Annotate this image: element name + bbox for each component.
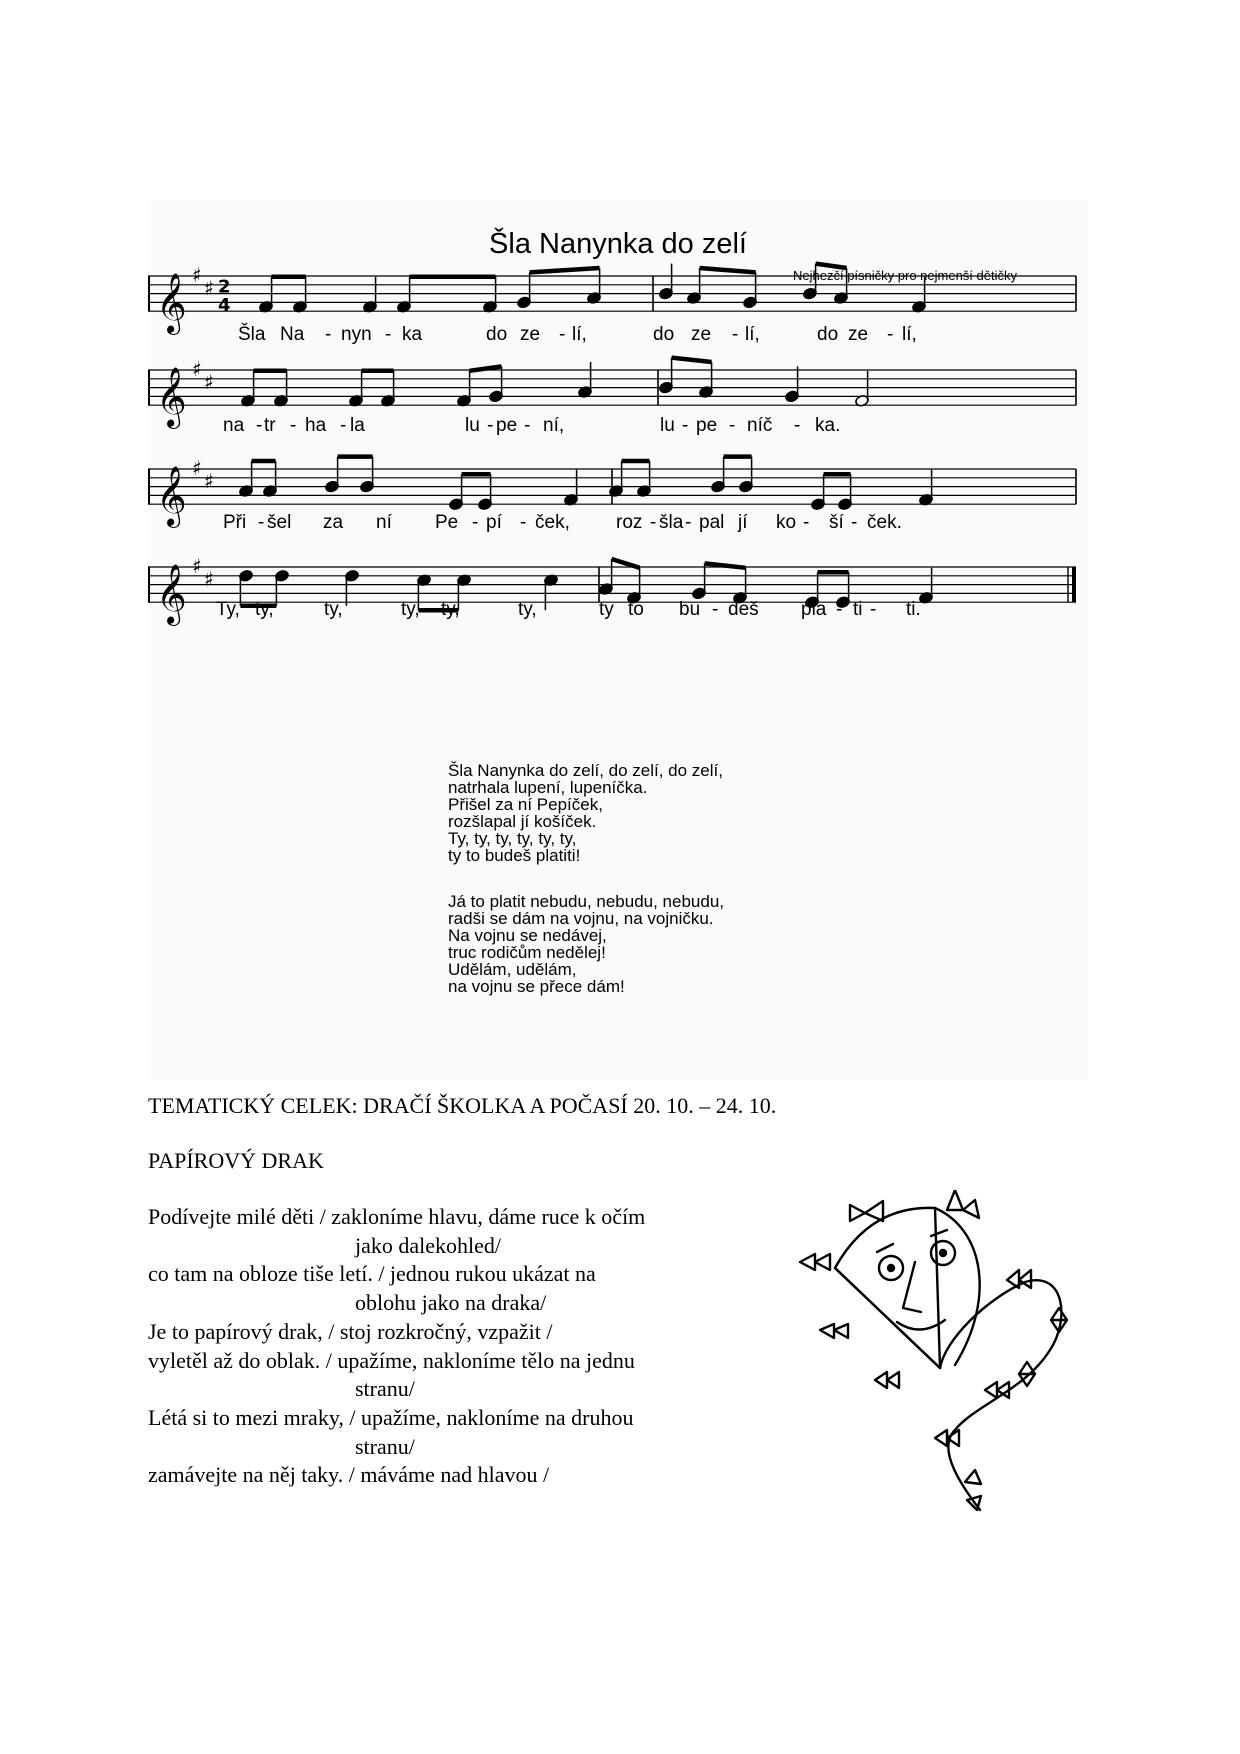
lyric-syllable: -: [340, 415, 347, 436]
lyric-syllable: -: [682, 415, 689, 436]
song-title: Šla Nanynka do zelí: [489, 228, 747, 260]
poem-line: co tam na obloze tiše letí. / jednou rukou ukázat na: [148, 1261, 596, 1287]
verse-line: na vojnu se přece dám!: [448, 977, 625, 996]
lyric-syllable: to: [628, 599, 644, 620]
lyric-syllable: pe: [696, 415, 718, 436]
lyric-syllable: ti: [853, 599, 863, 620]
lyric-syllable: šla: [659, 512, 684, 533]
lyric-line: [148, 324, 1088, 348]
lyric-syllable: -: [685, 512, 692, 533]
lyric-syllable: -: [258, 512, 265, 533]
lyric-syllable: -: [472, 512, 479, 533]
lyric-syllable: za: [323, 512, 344, 533]
lyric-syllable: Ty,: [216, 599, 240, 620]
note-beam: [672, 358, 712, 362]
kite-illustration: [795, 1190, 1095, 1520]
sharp-sign: ♯: [192, 456, 202, 480]
lyric-syllable: nyn: [341, 324, 372, 345]
lyric-line: [148, 415, 1088, 439]
treble-clef: 𝄞: [156, 466, 187, 527]
lyric-syllable: -: [732, 324, 739, 345]
poem-title: PAPÍROVÝ DRAK: [148, 1148, 324, 1173]
lyric-syllable: jí: [738, 512, 748, 533]
lyric-syllable: -: [524, 415, 531, 436]
lyric-syllable: bu: [679, 599, 701, 620]
lyric-syllable: ha: [305, 415, 327, 436]
sharp-sign: ♯: [204, 567, 214, 592]
lyric-syllable: -: [290, 415, 297, 436]
theme-heading: TEMATICKÝ CELEK: DRAČÍ ŠKOLKA A POČASÍ 20. 10. – 24. 10.: [148, 1093, 777, 1118]
song-verse-2: [448, 893, 724, 995]
lyric-syllable: deš: [728, 599, 759, 620]
lyric-syllable: Pe: [435, 512, 459, 533]
lyric-syllable: -: [803, 512, 810, 533]
lyric-syllable: lí,: [572, 324, 587, 345]
lyric-syllable: pe: [496, 415, 518, 436]
verse-line: Já to platit nebudu, nebudu, nebudu,: [448, 892, 725, 911]
lyric-syllable: do: [817, 324, 839, 345]
lyric-syllable: do: [653, 324, 675, 345]
poem-line: Podívejte milé děti / zakloníme hlavu, dáme ruce k očím: [148, 1204, 646, 1229]
lyric-syllable: tr: [264, 415, 276, 436]
lyric-syllable: -: [256, 415, 263, 436]
lyric-syllable: Při: [223, 512, 247, 533]
treble-clef: 𝄞: [156, 367, 187, 428]
lyric-syllable: ka.: [815, 415, 841, 436]
lyric-syllable: Šla: [238, 324, 266, 345]
poem-text: [148, 1203, 645, 1490]
poem-line: vyletěl až do oblak. / upažíme, nakloníme tělo na jednu: [148, 1347, 635, 1373]
sharp-sign: ♯: [204, 370, 214, 395]
lyric-syllable: -: [729, 415, 736, 436]
lyric-syllable: ze: [520, 324, 541, 345]
lyric-syllable: ty,: [401, 599, 420, 620]
lyric-syllable: -: [487, 415, 494, 436]
verse-line: Přišel za ní Pepíček,: [448, 795, 603, 814]
treble-clef: 𝄞: [156, 564, 187, 625]
lyric-syllable: ní,: [543, 415, 565, 436]
sharp-sign: ♯: [204, 469, 214, 494]
poem-line: zamávejte na něj taky. / máváme nad hlavou /: [148, 1462, 550, 1488]
lyric-syllable: pla: [801, 599, 827, 620]
verse-line: ty to budeš platiti!: [448, 846, 581, 865]
note-beam: [700, 268, 756, 272]
sharp-sign: ♯: [204, 276, 214, 301]
poem-line: Létá si to mezi mraky, / upažíme, nakloníme na druhou: [148, 1404, 634, 1430]
treble-clef: 𝄞: [156, 273, 187, 334]
lyric-syllable: lí,: [745, 324, 760, 345]
lyric-syllable: la: [350, 415, 365, 436]
lyric-syllable: ty: [599, 599, 614, 620]
song-subtitle: Nejhezčí písničky pro nejmenší dětičky: [793, 268, 1017, 283]
verse-line: Ty, ty, ty, ty, ty, ty,: [448, 829, 577, 848]
lyric-syllable: lí,: [902, 324, 917, 345]
lyric-syllable: pal: [699, 512, 725, 533]
verse-line: Udělám, udělám,: [448, 960, 577, 979]
sharp-sign: ♯: [192, 554, 202, 578]
lyric-syllable: -: [870, 599, 877, 620]
lyric-syllable: -: [325, 324, 332, 345]
lyric-syllable: roz: [616, 512, 643, 533]
lyric-syllable: -: [712, 599, 719, 620]
lyric-syllable: ní: [376, 512, 392, 533]
lyric-syllable: pí: [486, 512, 502, 533]
lyric-syllable: níč: [747, 415, 773, 436]
poem-line: oblohu jako na draka/: [355, 1290, 547, 1316]
lyric-syllable: ty,: [324, 599, 343, 620]
lyric-syllable: šel: [267, 512, 292, 533]
lyric-syllable: ko: [776, 512, 797, 533]
poem-line: jako dalekohled/: [355, 1232, 502, 1258]
lyric-syllable: ček,: [535, 512, 570, 533]
verse-line: Šla Nanynka do zelí, do zelí, do zelí,: [448, 761, 723, 780]
lyric-syllable: lu: [465, 415, 480, 436]
lyric-line: [148, 599, 1088, 623]
poem-line: stranu/: [355, 1433, 415, 1459]
verse-line: Na vojnu se nedávej,: [448, 926, 607, 945]
lyric-syllable: -: [385, 324, 392, 345]
lyric-syllable: ze: [848, 324, 869, 345]
verse-line: rozšlapal jí košíček.: [448, 812, 597, 831]
sharp-sign: ♯: [192, 357, 202, 381]
note-beam: [816, 264, 847, 268]
lyric-syllable: lu: [660, 415, 675, 436]
lyric-syllable: -: [887, 324, 894, 345]
lyric-syllable: -: [851, 512, 858, 533]
lyric-syllable: Na: [280, 324, 305, 345]
lyric-syllable: ší: [829, 512, 844, 533]
lyric-syllable: ček.: [867, 512, 902, 533]
note-beam: [530, 268, 600, 272]
lyric-syllable: ti.: [906, 599, 921, 620]
song-verse-1: [448, 762, 723, 864]
lyric-syllable: ze: [691, 324, 712, 345]
sharp-sign: ♯: [192, 263, 202, 287]
lyric-syllable: -: [836, 599, 843, 620]
lyric-syllable: -: [520, 512, 527, 533]
poem-line: stranu/: [355, 1376, 415, 1402]
time-signature: 4: [218, 295, 231, 317]
time-signature: 2: [218, 276, 231, 298]
lyric-syllable: ty,: [255, 599, 274, 620]
lyric-syllable: -: [559, 324, 566, 345]
lyric-line: [148, 512, 1088, 536]
lyric-syllable: -: [650, 512, 657, 533]
lyric-syllable: -: [794, 415, 801, 436]
poem-line: Je to papírový drak, / stoj rozkročný, vzpažit /: [148, 1318, 553, 1344]
verse-line: radši se dám na vojnu, na vojničku.: [448, 909, 714, 928]
verse-line: truc rodičům nedělej!: [448, 943, 606, 962]
lyric-syllable: ty,: [441, 599, 460, 620]
lyric-syllable: ty,: [518, 599, 537, 620]
lyric-syllable: na: [223, 415, 245, 436]
song-score-panel: [148, 200, 1088, 1080]
lyric-syllable: do: [486, 324, 508, 345]
verse-line: natrhala lupení, lupeníčka.: [448, 778, 648, 797]
lyric-syllable: ka: [402, 324, 423, 345]
